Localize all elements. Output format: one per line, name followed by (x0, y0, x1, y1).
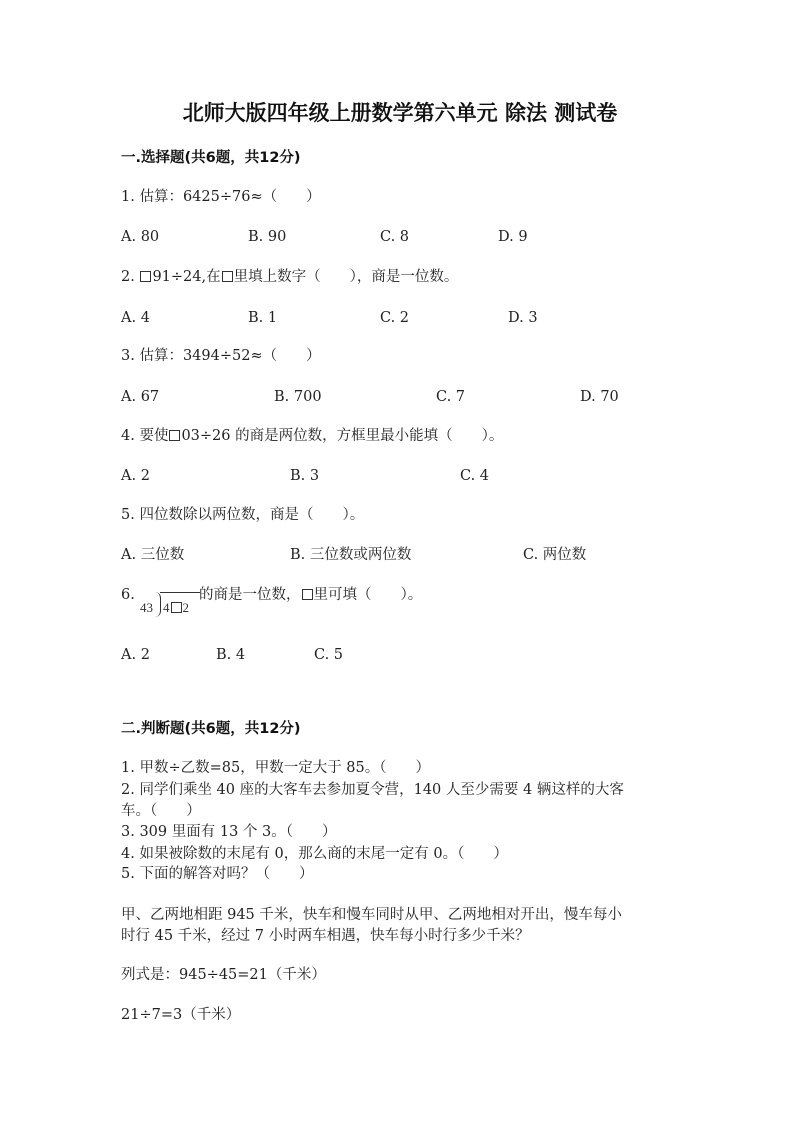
question-2-option-b: B. 1 (248, 310, 278, 326)
judgement-item-3: 3. 309 里面有 13 个 3。（ ） (121, 824, 337, 840)
section-heading-judgement: 二.判断题(共6题，共12分) (121, 721, 301, 737)
question-1-option-c: C. 8 (380, 229, 410, 245)
judgement-item-4: 4. 如果被除数的末尾有 0，那么商的末尾一定有 0。（ ） (121, 846, 508, 862)
question-5-stem: 5. 四位数除以两位数，商是（ ）。 (121, 507, 365, 523)
question-2-option-a: A. 4 (121, 310, 150, 326)
question-2-text-b: 里填上数字（ ），商是一位数。 (233, 269, 459, 285)
question-6-option-b: B. 4 (216, 647, 246, 663)
question-1-option-b: B. 90 (248, 229, 287, 245)
question-6-stem (199, 586, 422, 604)
question-5-option-c: C. 两位数 (523, 547, 587, 563)
solution-line-1: 列式是：945÷45=21（千米） (121, 967, 326, 983)
question-6-text-b: 里可填（ ）。 (313, 587, 423, 603)
question-3-option-a: A. 67 (121, 389, 160, 405)
blank-box-icon (302, 589, 313, 600)
question-3-option-d: D. 70 (580, 389, 619, 405)
division-bar (160, 592, 200, 593)
division-bracket (155, 592, 161, 617)
question-6-text-a: 的商是一位数， (199, 587, 301, 603)
question-1-option-a: A. 80 (121, 229, 160, 245)
dividend-lead: 4 (163, 600, 170, 615)
dividend-tail: 2 (182, 600, 189, 615)
question-4-option-c: C. 4 (460, 468, 490, 484)
dividend (163, 600, 189, 616)
question-4-text-a: 4. 要使 (121, 428, 169, 444)
question-2-stem (121, 268, 458, 286)
question-5-option-a: A. 三位数 (121, 547, 185, 563)
question-6-number: 6. (121, 587, 135, 603)
blank-box-icon (169, 430, 180, 441)
long-division-figure (140, 588, 202, 620)
word-problem-line-1: 甲、乙两地相距 945 千米，快车和慢车同时从甲、乙两地相对开出，慢车每小 (121, 907, 622, 923)
word-problem-line-2: 时行 45 千米，经过 7 小时两车相遇，快车每小时行多少千米？ (121, 928, 530, 944)
blank-box-icon (222, 271, 233, 282)
page-title: 北师大版四年级上册数学第六单元 除法 测试卷 (182, 101, 618, 125)
question-1-option-d: D. 9 (498, 229, 528, 245)
question-6-option-c: C. 5 (314, 647, 344, 663)
blank-box-icon (140, 271, 151, 282)
question-4-text-b: 03÷26 的商是两位数，方框里最小能填（ ）。 (181, 428, 504, 444)
question-3-option-c: C. 7 (436, 389, 466, 405)
judgement-item-1: 1. 甲数÷乙数=85，甲数一定大于 85。（ ） (121, 760, 431, 776)
question-5-option-b: B. 三位数或两位数 (290, 547, 412, 563)
question-2-number: 2. (121, 269, 140, 285)
judgement-item-5: 5. 下面的解答对吗？（ ） (121, 866, 314, 882)
judgement-item-2-continued: 车。（ ） (121, 803, 201, 819)
section-heading-choice: 一.选择题(共6题，共12分) (121, 150, 301, 166)
question-4-option-b: B. 3 (290, 468, 320, 484)
question-1-stem: 1. 估算：6425÷76≈（ ） (121, 189, 321, 205)
question-3-option-b: B. 700 (274, 389, 322, 405)
question-6-option-a: A. 2 (121, 647, 150, 663)
question-2-option-c: C. 2 (380, 310, 410, 326)
question-3-stem: 3. 估算：3494÷52≈（ ） (121, 348, 321, 364)
question-4-stem (121, 427, 503, 445)
divisor: 43 (140, 600, 153, 615)
question-2-option-d: D. 3 (508, 310, 538, 326)
solution-line-2: 21÷7=3（千米） (121, 1007, 241, 1023)
blank-box-icon (171, 602, 182, 613)
question-2-text-a: 91÷24,在 (152, 269, 221, 285)
judgement-item-2: 2. 同学们乘坐 40 座的大客车去参加夏令营，140 人至少需要 4 辆这样的大客 (121, 782, 624, 798)
question-4-option-a: A. 2 (121, 468, 150, 484)
